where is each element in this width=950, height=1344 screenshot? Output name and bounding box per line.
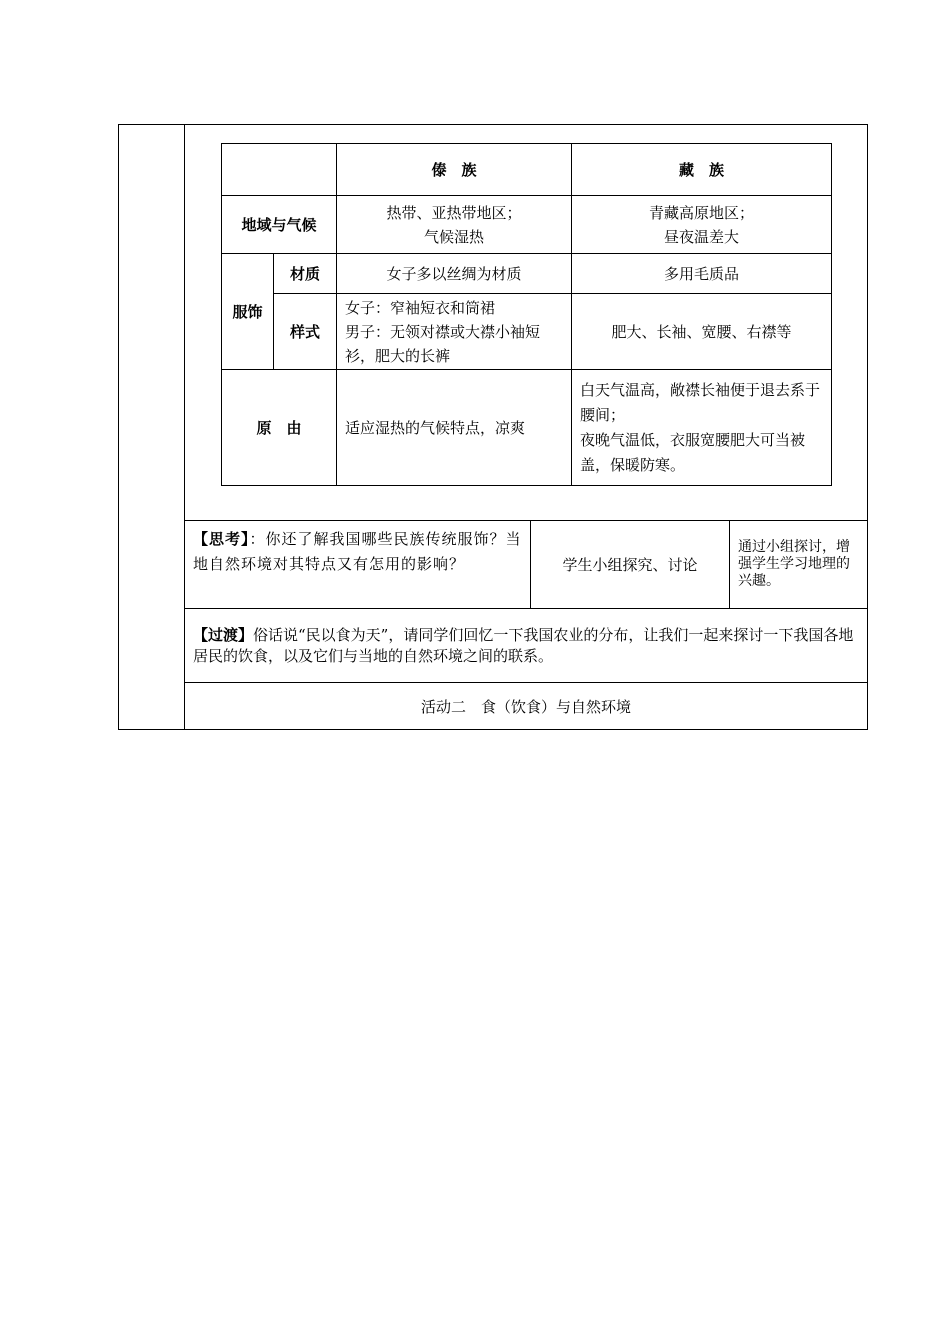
activity-title: 活动二 食（饮食）与自然环境 <box>420 697 631 716</box>
think-section <box>185 521 867 609</box>
table-row-style <box>222 294 832 370</box>
transition-section <box>185 609 867 683</box>
lesson-content-column <box>185 125 867 729</box>
think-purpose: 通过小组探讨，增强学生学习地理的兴趣。 <box>738 539 850 589</box>
style-label: 样式 <box>274 294 337 370</box>
lesson-table <box>118 124 868 730</box>
reason-dai: 适应湿热的气候特点，凉爽 <box>337 370 572 486</box>
header-zang: 藏 族 <box>572 144 832 196</box>
region-zang: 青藏高原地区； 昼夜温差大 <box>572 196 832 254</box>
table-header-row <box>222 144 832 196</box>
clothing-label: 服饰 <box>222 254 274 370</box>
material-label: 材质 <box>274 254 337 294</box>
think-question <box>193 527 523 577</box>
transition-text: 俗话说“民以食为天”，请同学们回忆一下我国农业的分布，让我们一起来探讨一下我国各地居民的饮食，以及它们与当地的自然环境之间的联系。 <box>193 626 854 665</box>
comparison-section <box>185 125 867 521</box>
think-tag: 【思考】 <box>193 530 250 548</box>
transition-tag: 【过渡】 <box>193 626 254 644</box>
think-method-text: 学生小组探究、讨论 <box>562 556 698 574</box>
table-row-region <box>222 196 832 254</box>
think-text: ：你还了解我国哪些民族传统服饰？当地自然环境对其特点又有怎用的影响？ <box>193 530 522 573</box>
material-zang: 多用毛质品 <box>572 254 832 294</box>
think-method <box>530 521 730 608</box>
region-label: 地域与气候 <box>222 196 337 254</box>
style-dai: 女子：窄袖短衣和筒裙 男子：无领对襟或大襟小袖短衫，肥大的长裤 <box>337 294 572 370</box>
transition-paragraph <box>193 625 859 667</box>
style-zang: 肥大、长袖、宽腰、右襟等 <box>572 294 832 370</box>
header-empty-cell <box>222 144 337 196</box>
header-dai: 傣 族 <box>337 144 572 196</box>
lesson-left-column <box>119 125 185 729</box>
table-row-reason <box>222 370 832 486</box>
region-dai: 热带、亚热带地区； 气候湿热 <box>337 196 572 254</box>
reason-zang: 白天气温高，敞襟长袖便于退去系于腰间； 夜晚气温低，衣服宽腰肥大可当被盖，保暖防寒。 <box>572 370 832 486</box>
material-dai: 女子多以丝绸为材质 <box>337 254 572 294</box>
table-row-material <box>222 254 832 294</box>
activity-section <box>185 683 867 729</box>
comparison-table <box>221 143 832 486</box>
reason-label: 原 由 <box>222 370 337 486</box>
